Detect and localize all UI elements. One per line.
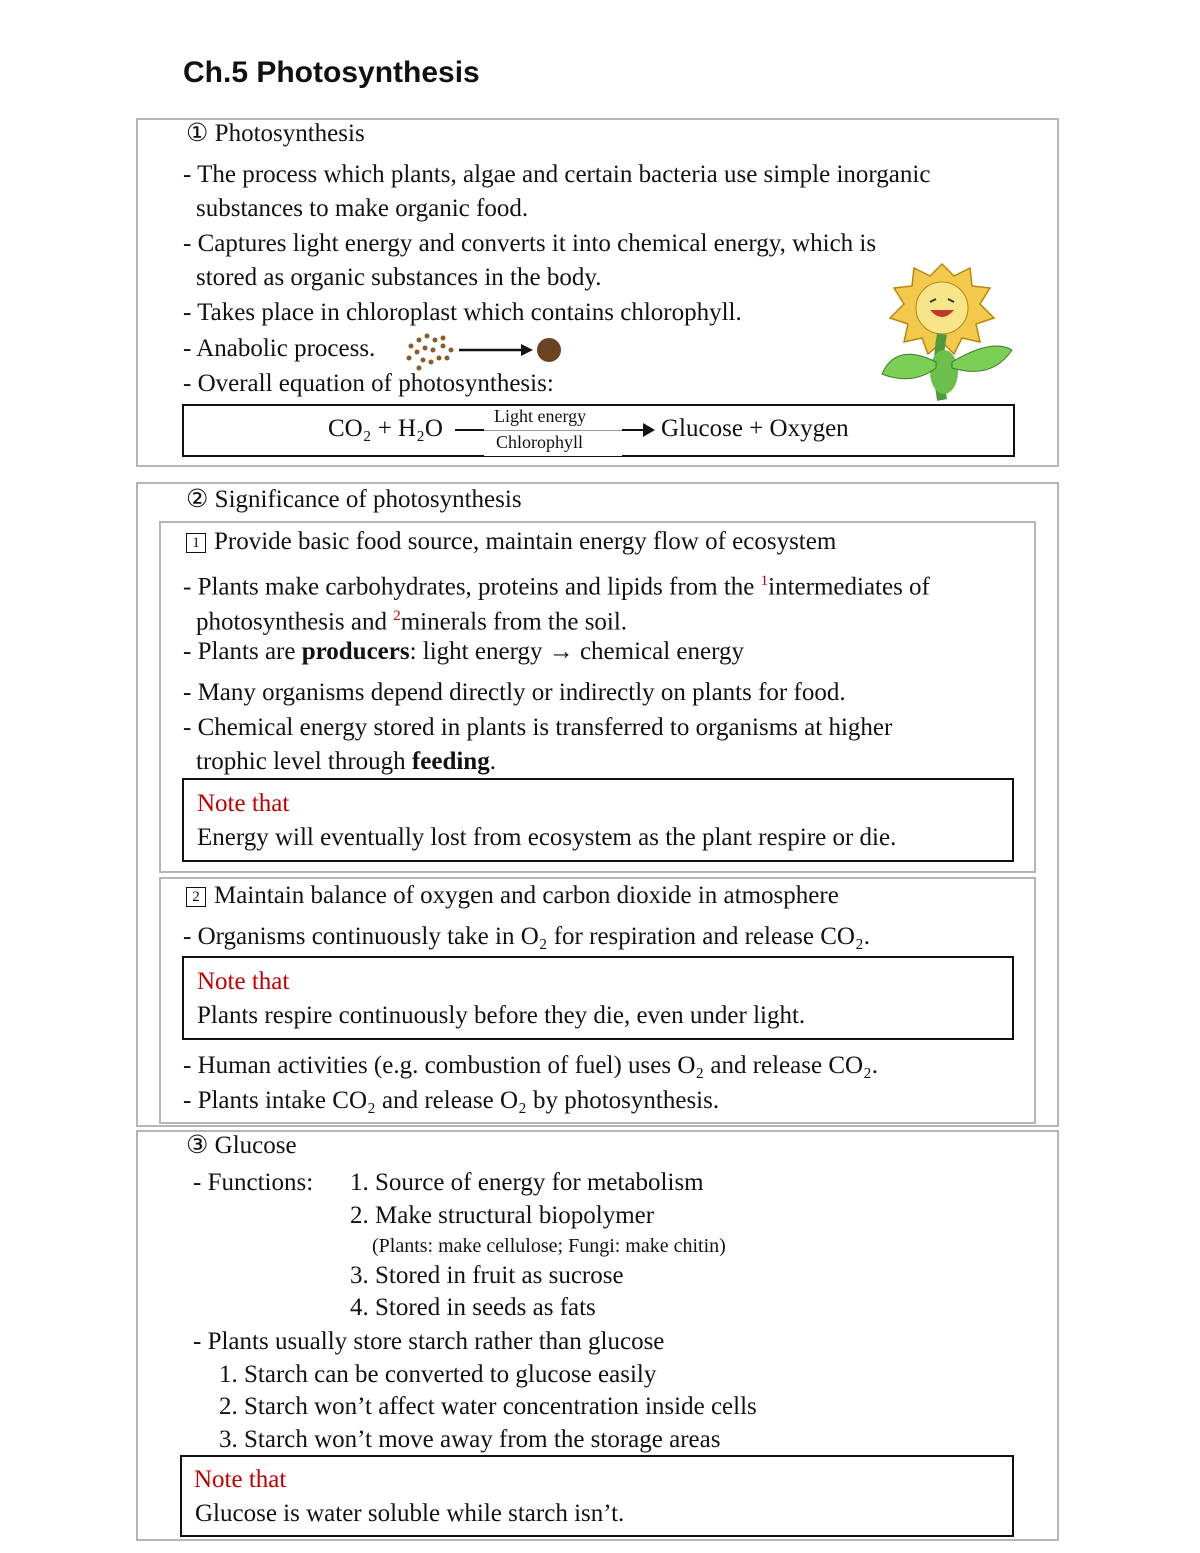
page-title: Ch.5 Photosynthesis [183,56,480,89]
number-box: 2 [186,887,206,907]
text-line: - Takes place in chloroplast which contains chlorophyll. [183,299,742,326]
equation-products: Glucose + Oxygen [661,415,849,442]
note-text: Plants respire continuously before they die, even under light. [197,1002,806,1029]
text-line: photosynthesis and $^2$minerals from the soil. [196,608,628,636]
text-line: - Many organisms depend directly or indirectly on plants for food. [183,679,846,706]
equation-reactants: CO₂ + H₂O [328,415,443,442]
text-line: - The process which plants, algae and certain bacteria use simple inorganic [183,161,931,188]
text-line: - Overall equation of photosynthesis: [183,370,554,397]
sunflower-character-image [880,262,1020,407]
functions-label: - Functions: [193,1169,314,1196]
text-line: - Plants intake CO₂ and release O₂ by photosynthesis. [183,1087,720,1114]
subsection-title: Maintain balance of oxygen and carbon dioxide in atmosphere [214,882,839,909]
condition-top: Light energy [494,406,587,426]
arrow-head-icon [643,423,655,437]
function-item: 1. Source of energy for metabolism [350,1169,704,1196]
starch-reason: 2. Starch won’t affect water concentration inside cells [219,1393,757,1420]
text-line: - Plants usually store starch rather than glucose [193,1328,665,1355]
text-line: - Plants are producers: light energy → chemical energy [183,638,744,665]
text-line: - Human activities (e.g. combustion of fuel) uses O₂ and release CO₂. [183,1052,879,1079]
text-line: - Anabolic process. [183,335,376,362]
number-box: 1 [186,533,206,553]
subsection-title: Provide basic food source, maintain energy flow of ecosystem [214,528,837,555]
subsection-heading [186,527,836,557]
section-heading: ① Photosynthesis [186,120,365,147]
text-line: stored as organic substances in the body. [196,264,602,291]
anabolic-diagram-icon [403,332,565,372]
text-line: - Chemical energy stored in plants is transferred to organisms at higher [183,714,893,741]
starch-reason: 1. Starch can be converted to glucose easily [219,1361,657,1388]
note-label: Note that [194,1466,287,1493]
condition-bottom: Chlorophyll [496,432,584,452]
note-text: Energy will eventually lost from ecosystem as the plant respire or die. [197,824,897,851]
section-heading: ③ Glucose [186,1132,297,1159]
text-line: trophic level through feeding. [196,748,496,775]
function-item: 2. Make structural biopolymer [350,1202,655,1229]
text-line: - Captures light energy and converts it into chemical energy, which is [183,230,877,257]
starch-reason: 3. Starch won’t move away from the storage areas [219,1426,721,1453]
text-line: - Plants make carbohydrates, proteins and lipids from the $^1$intermediates of [183,573,930,601]
function-note: (Plants: make cellulose; Fungi: make chitin) [372,1235,726,1257]
note-text: Glucose is water soluble while starch isn’t. [195,1500,625,1527]
note-label: Note that [197,968,290,995]
subsection-heading [186,881,839,911]
section-heading: ② Significance of photosynthesis [186,486,522,513]
text-line: substances to make organic food. [196,195,529,222]
function-item: 3. Stored in fruit as sucrose [350,1262,624,1289]
text-line: - Organisms continuously take in O₂ for respiration and release CO₂. [183,923,870,950]
function-item: 4. Stored in seeds as fats [350,1294,596,1321]
note-label: Note that [197,790,290,817]
